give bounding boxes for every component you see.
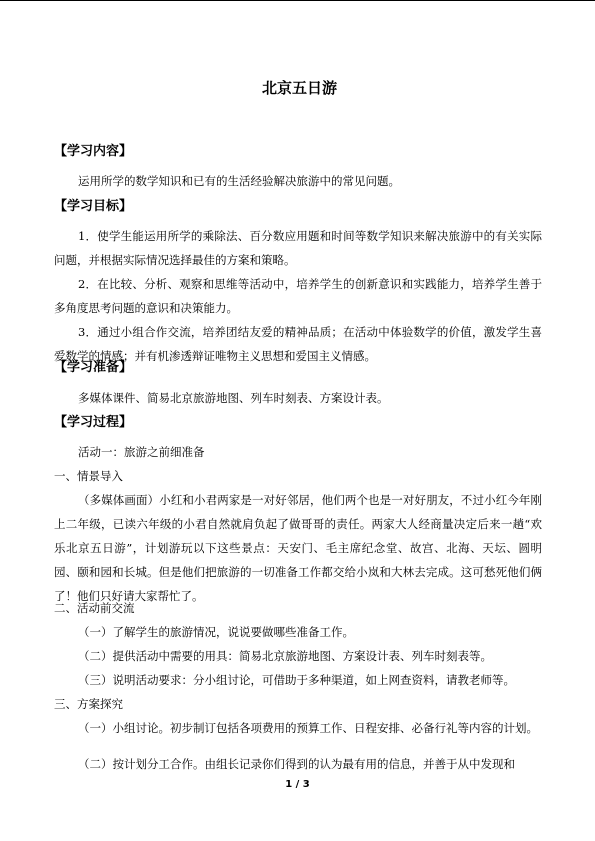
part1-text: （多媒体画面）小红和小君两家是一对好邻居，他们两个也是一对好朋友，不过小红今年刚上二年级，已读六年级的小君自然就肩负起了做哥哥的责任。两家大人经商量决定后来一趟“欢乐北京五日游”，计划游玩以下这些景点：天安门、毛主席纪念堂、故宫、北海、天坛、圆明园、颐和园和长城。但是他们把旅游的一切准备工作都交给小岚和大林去完成。这可愁死他们俩了！他们只好请大家帮忙了。: [54, 493, 542, 603]
page-title: 北京五日游: [261, 79, 337, 97]
top-rule: [0, 0, 595, 1]
heading-process: 【学习过程】: [54, 415, 133, 430]
prep-text: 多媒体课件、简易北京旅游地图、列车时刻表、方案设计表。: [78, 391, 389, 405]
part3-title: 三、方案探究: [54, 697, 123, 711]
heading-prep: 【学习准备】: [54, 360, 133, 375]
heading-content: 【学习内容】: [54, 144, 133, 159]
part2-item-2: （二）提供活动中需要的用具：简易北京旅游地图、方案设计表、列车时刻表等。: [78, 649, 492, 663]
part2-item-3: （三）说明活动要求：分小组讨论，可借助于多种渠道，如上网查资料，请教老师等。: [78, 673, 515, 687]
page-number: 1 / 3: [285, 779, 310, 790]
part3-item-2: （二）按计划分工合作。由组长记录你们得到的认为最有用的信息，并善于从中发现和: [78, 757, 515, 771]
heading-goals: 【学习目标】: [54, 199, 133, 214]
content-text: 运用所学的数学知识和已有的生活经验解决旅游中的常见问题。: [78, 174, 400, 188]
part2-title: 二、活动前交流: [54, 601, 135, 615]
part2-item-1: （一）了解学生的旅游情况，说说要做哪些准备工作。: [78, 625, 354, 639]
goal-item-2: 2．在比较、分析、观察和思维等活动中，培养学生的创新意识和实践能力，培养学生善于多角度思考问题的意识和决策能力。: [54, 277, 542, 315]
goal-item-3: 3．通过小组合作交流，培养团结友爱的精神品质；在活动中体验数学的价值，激发学生喜爱数学的情感；并有机渗透辩证唯物主义思想和爱国主义情感。: [54, 325, 542, 363]
activity-title: 活动一：旅游之前细准备: [78, 445, 205, 459]
part1-title: 一、情景导入: [54, 469, 123, 483]
part3-item-1: （一）小组讨论。初步制订包括各项费用的预算工作、日程安排、必备行礼等内容的计划。: [78, 721, 538, 735]
goal-item-1: 1．使学生能运用所学的乘除法、百分数应用题和时间等数学知识来解决旅游中的有关实际问题，并根据实际情况选择最佳的方案和策略。: [54, 229, 542, 267]
